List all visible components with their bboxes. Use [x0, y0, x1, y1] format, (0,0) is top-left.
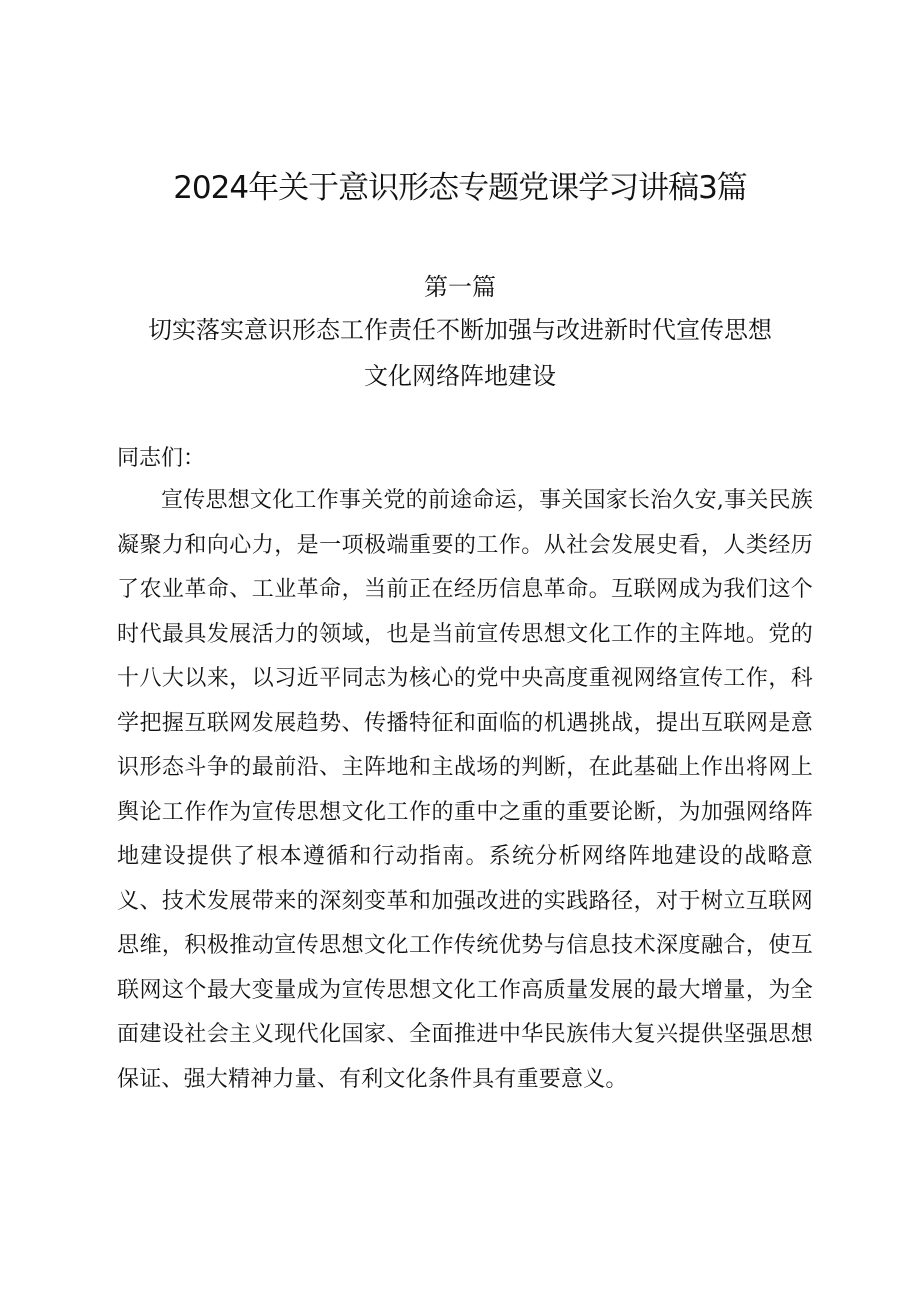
document-title: 2024年关于意识形态专题党课学习讲稿3篇	[173, 170, 747, 206]
section-label: 第一篇	[424, 273, 496, 301]
salutation: 同志们：	[117, 446, 206, 471]
body-paragraph: 宣传思想文化工作事关党的前途命运，事关国家长治久安,事关民族凝聚力和向心力，是一项极端重要的工作。从社会发展史看，人类经历了农业革命、工业革命，当前正在经历信息革命。互联网成为我们这个时代最具发展活力的领域，也是当前宣传思想文化工作的主阵地。党的十八大以来，以习近平同志为核心的党中央高度重视网络宣传工作，科学把握互联网发展趋势、传播特征和面临的机遇挑战，提出互联网是意识形态斗争的最前沿、主阵地和主战场的判断，在此基础上作出将网上舆论工作作为宣传思想文化工作的重中之重的重要论断，为加强网络阵地建设提供了根本遵循和行动指南。系统分析网络阵地建设的战略意义、技术发展带来的深刻变革和加强改进的实践路径，对于树立互联网思维，积极推动宣传思想文化工作传统优势与信息技术深度融合，使互联网这个最大变量成为宣传思想文化工作高质量发展的最大增量，为全面建设社会主义现代化国家、全面推进中华民族伟大复兴提供坚强思想保证、强大精神力量、有利文化条件具有重要意义。	[117, 488, 813, 1092]
section-heading-line-2: 文化网络阵地建设	[364, 362, 556, 390]
section-heading-line-1: 切实落实意识形态工作责任不断加强与改进新时代宣传思想	[148, 316, 772, 344]
